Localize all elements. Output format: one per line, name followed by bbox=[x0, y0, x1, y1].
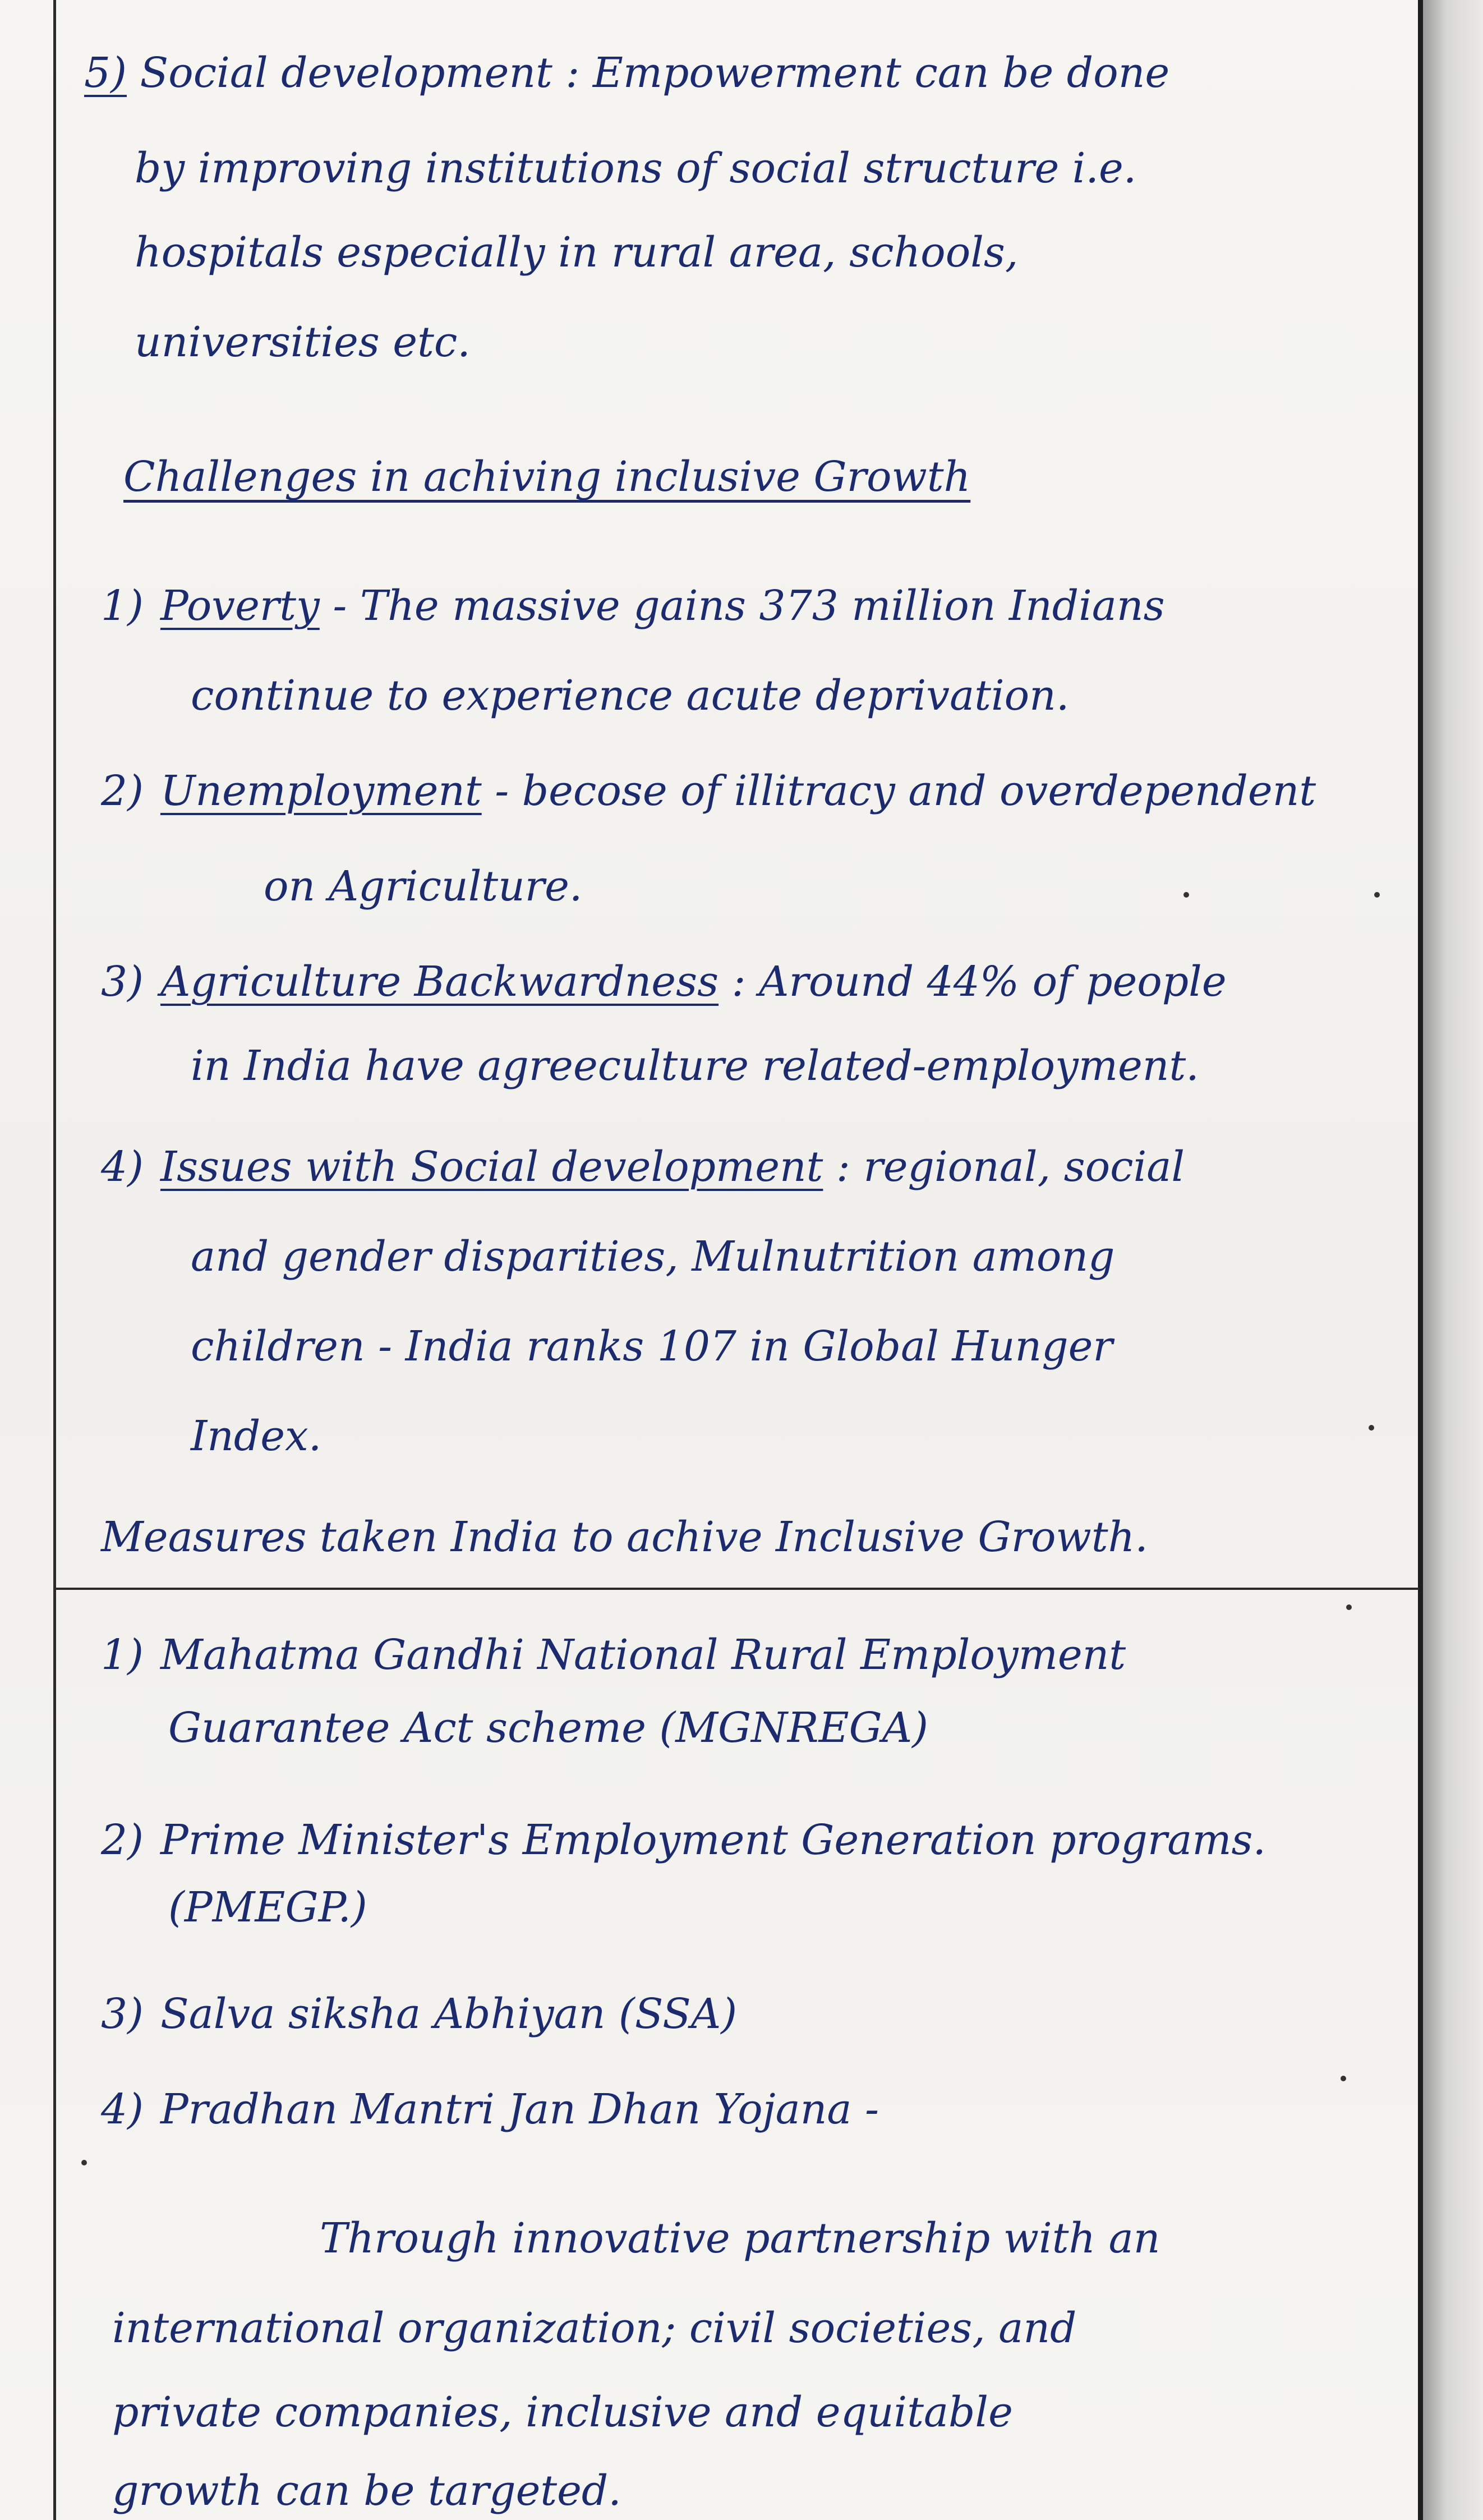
measures-divider bbox=[56, 1588, 1419, 1590]
measure-num-4: 4) bbox=[101, 2085, 144, 2133]
challenge-title-3: Agriculture Backwardness bbox=[160, 958, 719, 1006]
measure-item-4 bbox=[101, 2081, 879, 2137]
challenge-title-2: Unemployment bbox=[160, 767, 482, 815]
page-edge bbox=[1418, 0, 1423, 2520]
margin-rule bbox=[53, 0, 56, 2520]
intro-line-4: universities etc. bbox=[135, 318, 471, 366]
challenge-text-1: - The massive gains 373 million Indians bbox=[333, 582, 1165, 630]
intro-marker: 5) bbox=[84, 49, 127, 97]
intro-line-2: by improving institutions of social structure i.e. bbox=[135, 144, 1137, 192]
intro-line-1 bbox=[84, 45, 1169, 101]
intro-text-1: Social development : Empowerment can be done bbox=[140, 49, 1170, 97]
challenge-cont-1: continue to experience acute deprivation. bbox=[191, 672, 1070, 720]
measures-heading: Measures taken India to achive Inclusive Growth. bbox=[101, 1513, 1148, 1561]
challenge-cont-4c: Index. bbox=[191, 1412, 322, 1460]
challenge-item-4 bbox=[101, 1139, 1185, 1195]
challenge-num-3: 3) bbox=[101, 958, 144, 1006]
challenge-num-2: 2) bbox=[101, 767, 144, 815]
measure-num-3: 3) bbox=[101, 1990, 144, 2038]
challenge-text-2: - becose of illitracy and overdependent bbox=[495, 767, 1316, 815]
measure-text-2: Prime Minister's Employment Generation programs. bbox=[160, 1816, 1266, 1864]
measure-num-1: 1) bbox=[101, 1631, 144, 1679]
challenge-text-4: : regional, social bbox=[836, 1143, 1185, 1191]
measure-num-2: 2) bbox=[101, 1816, 144, 1864]
measure-text-4: Pradhan Mantri Jan Dhan Yojana - bbox=[160, 2085, 879, 2133]
challenge-text-3: : Around 44% of people bbox=[731, 958, 1227, 1006]
conclusion-line-2: international organization; civil societies, and bbox=[112, 2304, 1077, 2352]
challenge-title-1: Poverty bbox=[160, 582, 320, 630]
measure-cont-2: (PMEGP.) bbox=[168, 1883, 367, 1932]
page-shadow bbox=[1423, 0, 1483, 2520]
ink-dot bbox=[1374, 892, 1380, 898]
challenge-num-4: 4) bbox=[101, 1143, 144, 1191]
measure-item-3 bbox=[101, 1986, 737, 2042]
challenge-cont-2: on Agriculture. bbox=[264, 862, 583, 910]
challenge-item-2 bbox=[101, 763, 1316, 819]
measure-text-1: Mahatma Gandhi National Rural Employment bbox=[160, 1631, 1126, 1679]
ink-dot bbox=[1369, 1425, 1374, 1431]
conclusion-line-1: Through innovative partnership with an bbox=[320, 2214, 1160, 2263]
measure-item-2 bbox=[101, 1812, 1266, 1868]
challenge-cont-4a: and gender disparities, Mulnutrition among bbox=[191, 1233, 1115, 1281]
challenge-item-3 bbox=[101, 954, 1227, 1010]
intro-line-3: hospitals especially in rural area, schools, bbox=[135, 228, 1019, 277]
challenges-heading-text: Challenges in achiving inclusive Growth bbox=[123, 453, 971, 501]
ink-dot bbox=[81, 2160, 87, 2165]
conclusion-line-3: private companies, inclusive and equitable bbox=[112, 2388, 1013, 2436]
measure-text-3: Salva siksha Abhiyan (SSA) bbox=[160, 1990, 738, 2038]
ink-dot bbox=[1183, 892, 1189, 898]
ink-dot bbox=[1341, 2076, 1346, 2081]
conclusion-line-4: growth can be targeted. bbox=[112, 2467, 621, 2515]
challenges-heading bbox=[123, 449, 970, 505]
measure-item-1 bbox=[101, 1627, 1126, 1683]
challenge-cont-4b: children - India ranks 107 in Global Hunger bbox=[191, 1322, 1113, 1371]
challenge-item-1 bbox=[101, 578, 1165, 634]
ink-dot bbox=[1346, 1604, 1352, 1610]
challenge-num-1: 1) bbox=[101, 582, 144, 630]
challenge-cont-3: in India have agreeculture related-employment. bbox=[191, 1042, 1199, 1090]
measure-cont-1: Guarantee Act scheme (MGNREGA) bbox=[168, 1704, 929, 1752]
challenge-title-4: Issues with Social development bbox=[160, 1143, 823, 1191]
